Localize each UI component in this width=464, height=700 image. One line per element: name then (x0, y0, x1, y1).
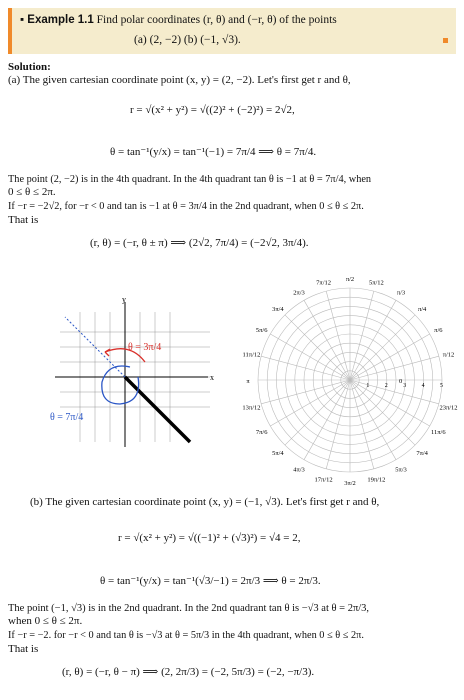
sketch-x-label: x (210, 373, 214, 382)
polar-angle-label: 4π/3 (293, 466, 305, 474)
polar-angle-label: 7π/4 (416, 450, 428, 458)
polar-angle-label: 5π/12 (368, 279, 384, 287)
part-b-line-3: If −r = −2. for −r < 0 and tan θ is −√3 at θ = 5π/3 in the 4th quadrant, when 0 ≤ θ ≤ 2π. (8, 630, 364, 641)
part-b-line-1: The point (−1, √3) is in the 2nd quadrant. In the 2nd quadrant tan θ is −√3 at θ = 2π/3, (8, 603, 370, 614)
polar-angle-label: 13π/12 (242, 404, 261, 412)
polar-spoke (350, 291, 374, 380)
part-b-line-4: That is (8, 643, 39, 655)
part-a-line-2: 0 ≤ θ ≤ 2π. (8, 186, 56, 198)
polar-angle-label: π/4 (417, 305, 427, 313)
example-parts: (a) (2, −2) (b) (−1, √3). (134, 34, 241, 46)
polar-spoke (350, 334, 430, 380)
polar-spoke (261, 356, 350, 380)
polar-spoke (350, 380, 439, 404)
polar-angle-label: π (246, 378, 250, 385)
polar-radial-label: 1 (366, 383, 370, 389)
cartesian-sketch (50, 292, 220, 452)
polar-angle-label: 19π/12 (367, 476, 386, 484)
polar-radial-label: 4 (421, 383, 425, 389)
polar-angle-label: 11π/12 (242, 351, 261, 359)
polar-angle-label: π/12 (442, 351, 455, 359)
part-a-line-1: The point (2, −2) is in the 4th quadrant. In the 4th quadrant tan θ is −1 at θ = 7π/4, when (8, 174, 372, 185)
polar-spoke (350, 380, 374, 469)
polar-radial-label: 5 (440, 383, 443, 389)
bullet-icon (443, 38, 448, 43)
polar-spoke (350, 300, 396, 380)
example-label: Example 1.1 (27, 14, 94, 26)
part-b-result: (r, θ) = (−r, θ − π) ⟹ (2, 2π/3) = (−2, 5π/3) = (−2, −π/3). (62, 666, 315, 678)
polar-radial-label: 3 (403, 383, 407, 389)
polar-spoke (270, 380, 350, 426)
polar-spoke (350, 380, 396, 460)
part-b-intro: (b) The given cartesian coordinate point (x, y) = (−1, √3). Let's first get r and θ, (30, 496, 380, 508)
part-a-intro: (a) The given cartesian coordinate point (x, y) = (2, −2). Let's first get r and θ, (8, 74, 351, 86)
polar-angle-label: 7π/6 (255, 429, 268, 436)
part-a-line-4: That is (8, 214, 39, 226)
polar-angle-label: 0 (398, 378, 403, 385)
polar-spoke (326, 380, 350, 469)
polar-angle-label: 17π/12 (314, 476, 333, 484)
sketch-y-label: y (122, 295, 126, 304)
polar-spoke (350, 356, 439, 380)
polar-grid (240, 270, 460, 490)
part-b-r-equation: r = √(x² + y²) = √((−1)² + (√3)²) = √4 = 2, (118, 532, 301, 544)
polar-radial-labels (366, 383, 443, 389)
example-header (8, 8, 456, 54)
polar-angle-label: 11π/6 (431, 429, 446, 436)
polar-spokes (255, 288, 442, 472)
polar-angle-label: 23π/12 (439, 404, 458, 412)
part-a-result: (r, θ) = (−r, θ ± π) ⟹ (2√2, 7π/4) = (−2√2, 3π/4). (90, 237, 309, 249)
example-title: ▪ Example 1.1 Find polar coordinates (r, θ) and (−r, θ) of the points (20, 14, 337, 26)
part-b-line-2: when 0 ≤ θ ≤ 2π. (8, 615, 83, 627)
part-b-theta-equation: θ = tan⁻¹(y/x) = tan⁻¹(√3/−1) = 2π/3 ⟹ θ = 2π/3. (100, 575, 321, 587)
example-question: Find polar coordinates (r, θ) and (−r, θ) of the points (96, 14, 337, 26)
polar-angle-label: 3π/4 (272, 305, 284, 313)
polar-spoke (304, 380, 350, 460)
polar-angle-label: 3π/2 (344, 480, 356, 487)
polar-angle-label: π/2 (345, 276, 355, 283)
polar-spoke (270, 334, 350, 380)
part-a-theta-equation: θ = tan⁻¹(y/x) = tan⁻¹(−1) = 7π/4 ⟹ θ = 7π/4. (110, 146, 317, 158)
polar-radial-label: 2 (384, 383, 388, 389)
polar-angle-label: π/3 (396, 289, 406, 297)
polar-angle-label: 5π/4 (272, 450, 284, 458)
polar-spoke (304, 300, 350, 380)
sketch-note-top: θ = 3π/4 (128, 342, 162, 353)
polar-spoke (350, 380, 430, 426)
sketch-point-ray (125, 377, 190, 442)
polar-angle-label: π/6 (434, 327, 443, 334)
sketch-note-left: θ = 7π/4 (50, 412, 84, 423)
part-a-r-equation: r = √(x² + y²) = √((2)² + (−2)²) = 2√2, (130, 104, 295, 116)
polar-angle-label: 5π/3 (395, 466, 407, 474)
solution-heading: Solution: (8, 61, 51, 73)
polar-angle-label: 2π/3 (293, 289, 305, 297)
part-a-line-3: If −r = −2√2, for −r < 0 and tan is −1 at θ = 3π/4 in the 2nd quadrant, when 0 ≤ θ ≤ 2π. (8, 201, 364, 212)
polar-angle-label: 7π/12 (316, 279, 332, 287)
polar-spoke (326, 291, 350, 380)
polar-angle-label: 5π/6 (255, 327, 268, 334)
polar-spoke (261, 380, 350, 404)
